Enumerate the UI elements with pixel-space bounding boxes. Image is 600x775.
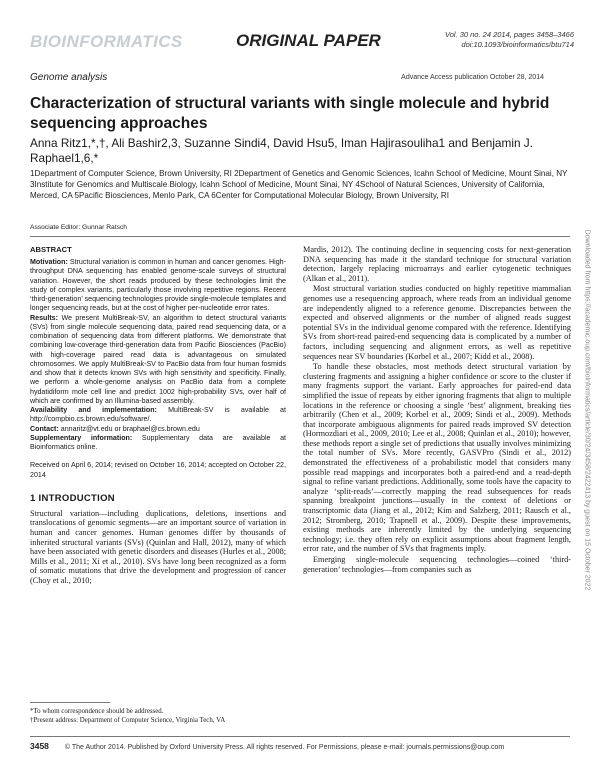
paper-title: Characterization of structural variants with single molecule and hybrid sequencing approaches — [30, 95, 550, 132]
contact-label: Contact: — [30, 424, 59, 433]
page-number: 3458 — [30, 741, 49, 751]
abstract-body — [30, 258, 286, 452]
footnotes — [30, 707, 286, 725]
left-column — [30, 245, 286, 586]
footnote-divider — [30, 702, 110, 703]
volume-pages: Vol. 30 no. 24 2014, pages 3458–3466 — [444, 30, 574, 39]
introduction-heading: 1 INTRODUCTION — [30, 492, 115, 504]
results-label: Results: — [30, 313, 58, 322]
received-dates: Received on April 6, 2014; revised on October 16, 2014; accepted on October 22, 2014 — [30, 461, 286, 479]
footnote-corresponding: *To whom correspondence should be addressed. — [30, 708, 164, 715]
doi[interactable]: doi:10.1093/bioinformatics/btu714 — [461, 40, 574, 49]
availability-text[interactable]: MultiBreak-SV is available at http://compbio.cs.brown.edu/software/. — [30, 406, 286, 424]
right-column — [303, 245, 571, 574]
availability-label: Availability and implementation: — [30, 406, 157, 414]
page-footer — [30, 741, 570, 751]
section-label: Genome analysis — [30, 72, 108, 83]
journal-header — [30, 28, 574, 58]
abstract-heading: ABSTRACT — [30, 245, 72, 254]
supplementary-text: Supplementary data are available at Bioinformatics online. — [30, 433, 286, 451]
download-watermark-text: Downloaded from https://academic.oup.com/bioinformatics/article/30/24/3458/2422413 by guest on 15 October 2022 — [583, 229, 591, 591]
author-list: Anna Ritz1,*,†, Ali Bashir2,3, Suzanne Sindi4, David Hsu5, Iman Hajirasouliha1 and Benjamin J. Raphael1,6,* — [30, 136, 533, 165]
download-watermark — [580, 150, 594, 670]
journal-name: BIOINFORMATICS — [30, 32, 183, 51]
header-divider — [30, 236, 570, 237]
contact-text[interactable]: annaritz@vt.edu or braphael@cs.brown.edu — [60, 424, 200, 433]
intro-paragraph-1-cont: Mardis, 2012). The continuing decline in sequencing costs for next-generation DNA sequencing has made it the standard technique for structural variation detection, largely replacing microarrays and earlier cytogenetic techniques (Alkan et al., 2011). — [303, 245, 571, 283]
advance-access: Advance Access publication October 28, 2014 — [401, 74, 544, 81]
paper-type: ORIGINAL PAPER — [236, 31, 381, 50]
results-text: We present MultiBreak-SV, an algorithm to detect structural variants (SVs) from single molecule sequencing data, paired read sequencing data, or a combination of sequencing data from different platforms. We demonstrate that combining low-coverage third-generation data from Pacific Biosciences (PacBio) with high-coverage paired read data is advantageous on simulated chromosomes. We apply MultiBreak-SV to PacBio data from four human fosmids and show that it detects known SVs with high sensitivity and specificity. Finally, we perform a whole-genome analysis on PacBio data from a complete hydatidiform mole cell line and predict 1002 high-probability SVs, over half of which are confirmed by an Illumina-based assembly. — [30, 313, 286, 405]
footer-divider — [30, 736, 570, 737]
intro-paragraph-3: To handle these obstacles, most methods detect structural variation by clustering fragments and assigning a higher confidence or score to the cluster if many fragments support the variant. Early approaches for paired-end data simplified the issue of repeats by either ignoring fragments that align to multiple locations in the reference or choosing a single ‘best’ alignment, breaking ties arbitrarily (Chen et al., 2009; Korbel et al., 2009; Sindi et al., 2009). Methods that incorporate ambiguous alignments for paired reads improved SV detection (Hormozdiari et al., 2009, 2010; Lee et al., 2008; Quinlan et al., 2010); however, these methods report a single set of predictions that usually involves minimizing the total number of SVs. More recently, GASVPro (Sindi et al., 2012) demonstrated the effectiveness of a probabilistic model that considers many possible read mappings and incorporates both a paired-end and a read-depth signal to refine variant predictions. Additionally, some tools have the capacity to analyze ‘split-reads’—correctly mapping the read subsequences for reads spanning breakpoint junctions—usually in the context of deletions or transcriptomic data (Jiang et al., 2012; Kim and Salzberg, 2011; Rausch et al., 2012; Stromberg, 2010; Trapnell et al., 2009). Despite these improvements, existing methods are inherently limited by the underlying sequencing technology; i.e. they often rely on explicit assumptions about fragment length, error rate, and the number of SVs that fragments imply. — [303, 362, 571, 554]
intro-paragraph-1: Structural variation—including duplications, deletions, insertions and translocations of genomic segments—are an important source of variation in human and cancer genomes. Human genomes differ by thousands of inherited structural variants (SVs) (Quinlan and Hall, 2012), many of which have been associated with genetic disorders and diseases (Hurles et al., 2008; Mills et al., 2011; Xi et al., 2010). SVs have long been recognized as a form of somatic mutations that drive the development and progression of cancer (Choy et al., 2010; — [30, 508, 286, 585]
supplementary-label: Supplementary information: — [30, 433, 133, 442]
intro-paragraph-2: Most structural variation studies conducted on highly repetitive mammalian genomes use a resequencing approach, where reads from an individual genome are independently aligned to a reference genome. Discrepancies between the expected and observed alignments or the number of aligned reads suggest potential SVs in the individual genome compared with the reference. Identifying SVs from short-read paired-end sequencing data is complicated by a number of factors, including sequencing and alignment errors, as well as repetitive sequences near SV boundaries (Korbel et al., 2007; Kidd et al., 2008). — [303, 284, 571, 361]
associate-editor: Associate Editor: Gunnar Ratsch — [30, 224, 128, 231]
affiliations: 1Department of Computer Science, Brown University, RI 2Department of Genetics and Genomic Sciences, Icahn School of Medicine, Mount Sinai, NY 3Institute for Genomics and Multiscale Biology, Icahn School of Medicine, Mount Sinai, NY 4School of Natural Sciences, University of California, Merced, CA 5Pacific Biosciences, Menlo Park, CA 6Center for Computational Molecular Biology, Brown University, RI — [30, 169, 568, 200]
footnote-present-address: †Present address: Department of Computer Science, Virginia Tech, VA — [30, 717, 226, 724]
citation-meta — [445, 30, 574, 50]
motivation-text: Structural variation is common in human and cancer genomes. High-throughput DNA sequencing has enabled genome-scale surveys of structural variation. However, the short reads produced by these technologies limit the study of complex variants, particularly those involving repetitive regions. Recent ‘third-generation’ sequencing technologies provide single-molecule templates and longer sequencing reads, but at the cost of higher per-nucleotide error rates. — [30, 258, 286, 313]
copyright-notice: © The Author 2014. Published by Oxford University Press. All rights reserved. For Permissions, please e-mail: journals.permissions@oup.com — [64, 744, 505, 751]
intro-paragraph-4: Emerging single-molecule sequencing technologies—coined ‘third-generation’ technologies—from companies such as — [303, 555, 571, 574]
motivation-label: Motivation: — [30, 258, 68, 266]
